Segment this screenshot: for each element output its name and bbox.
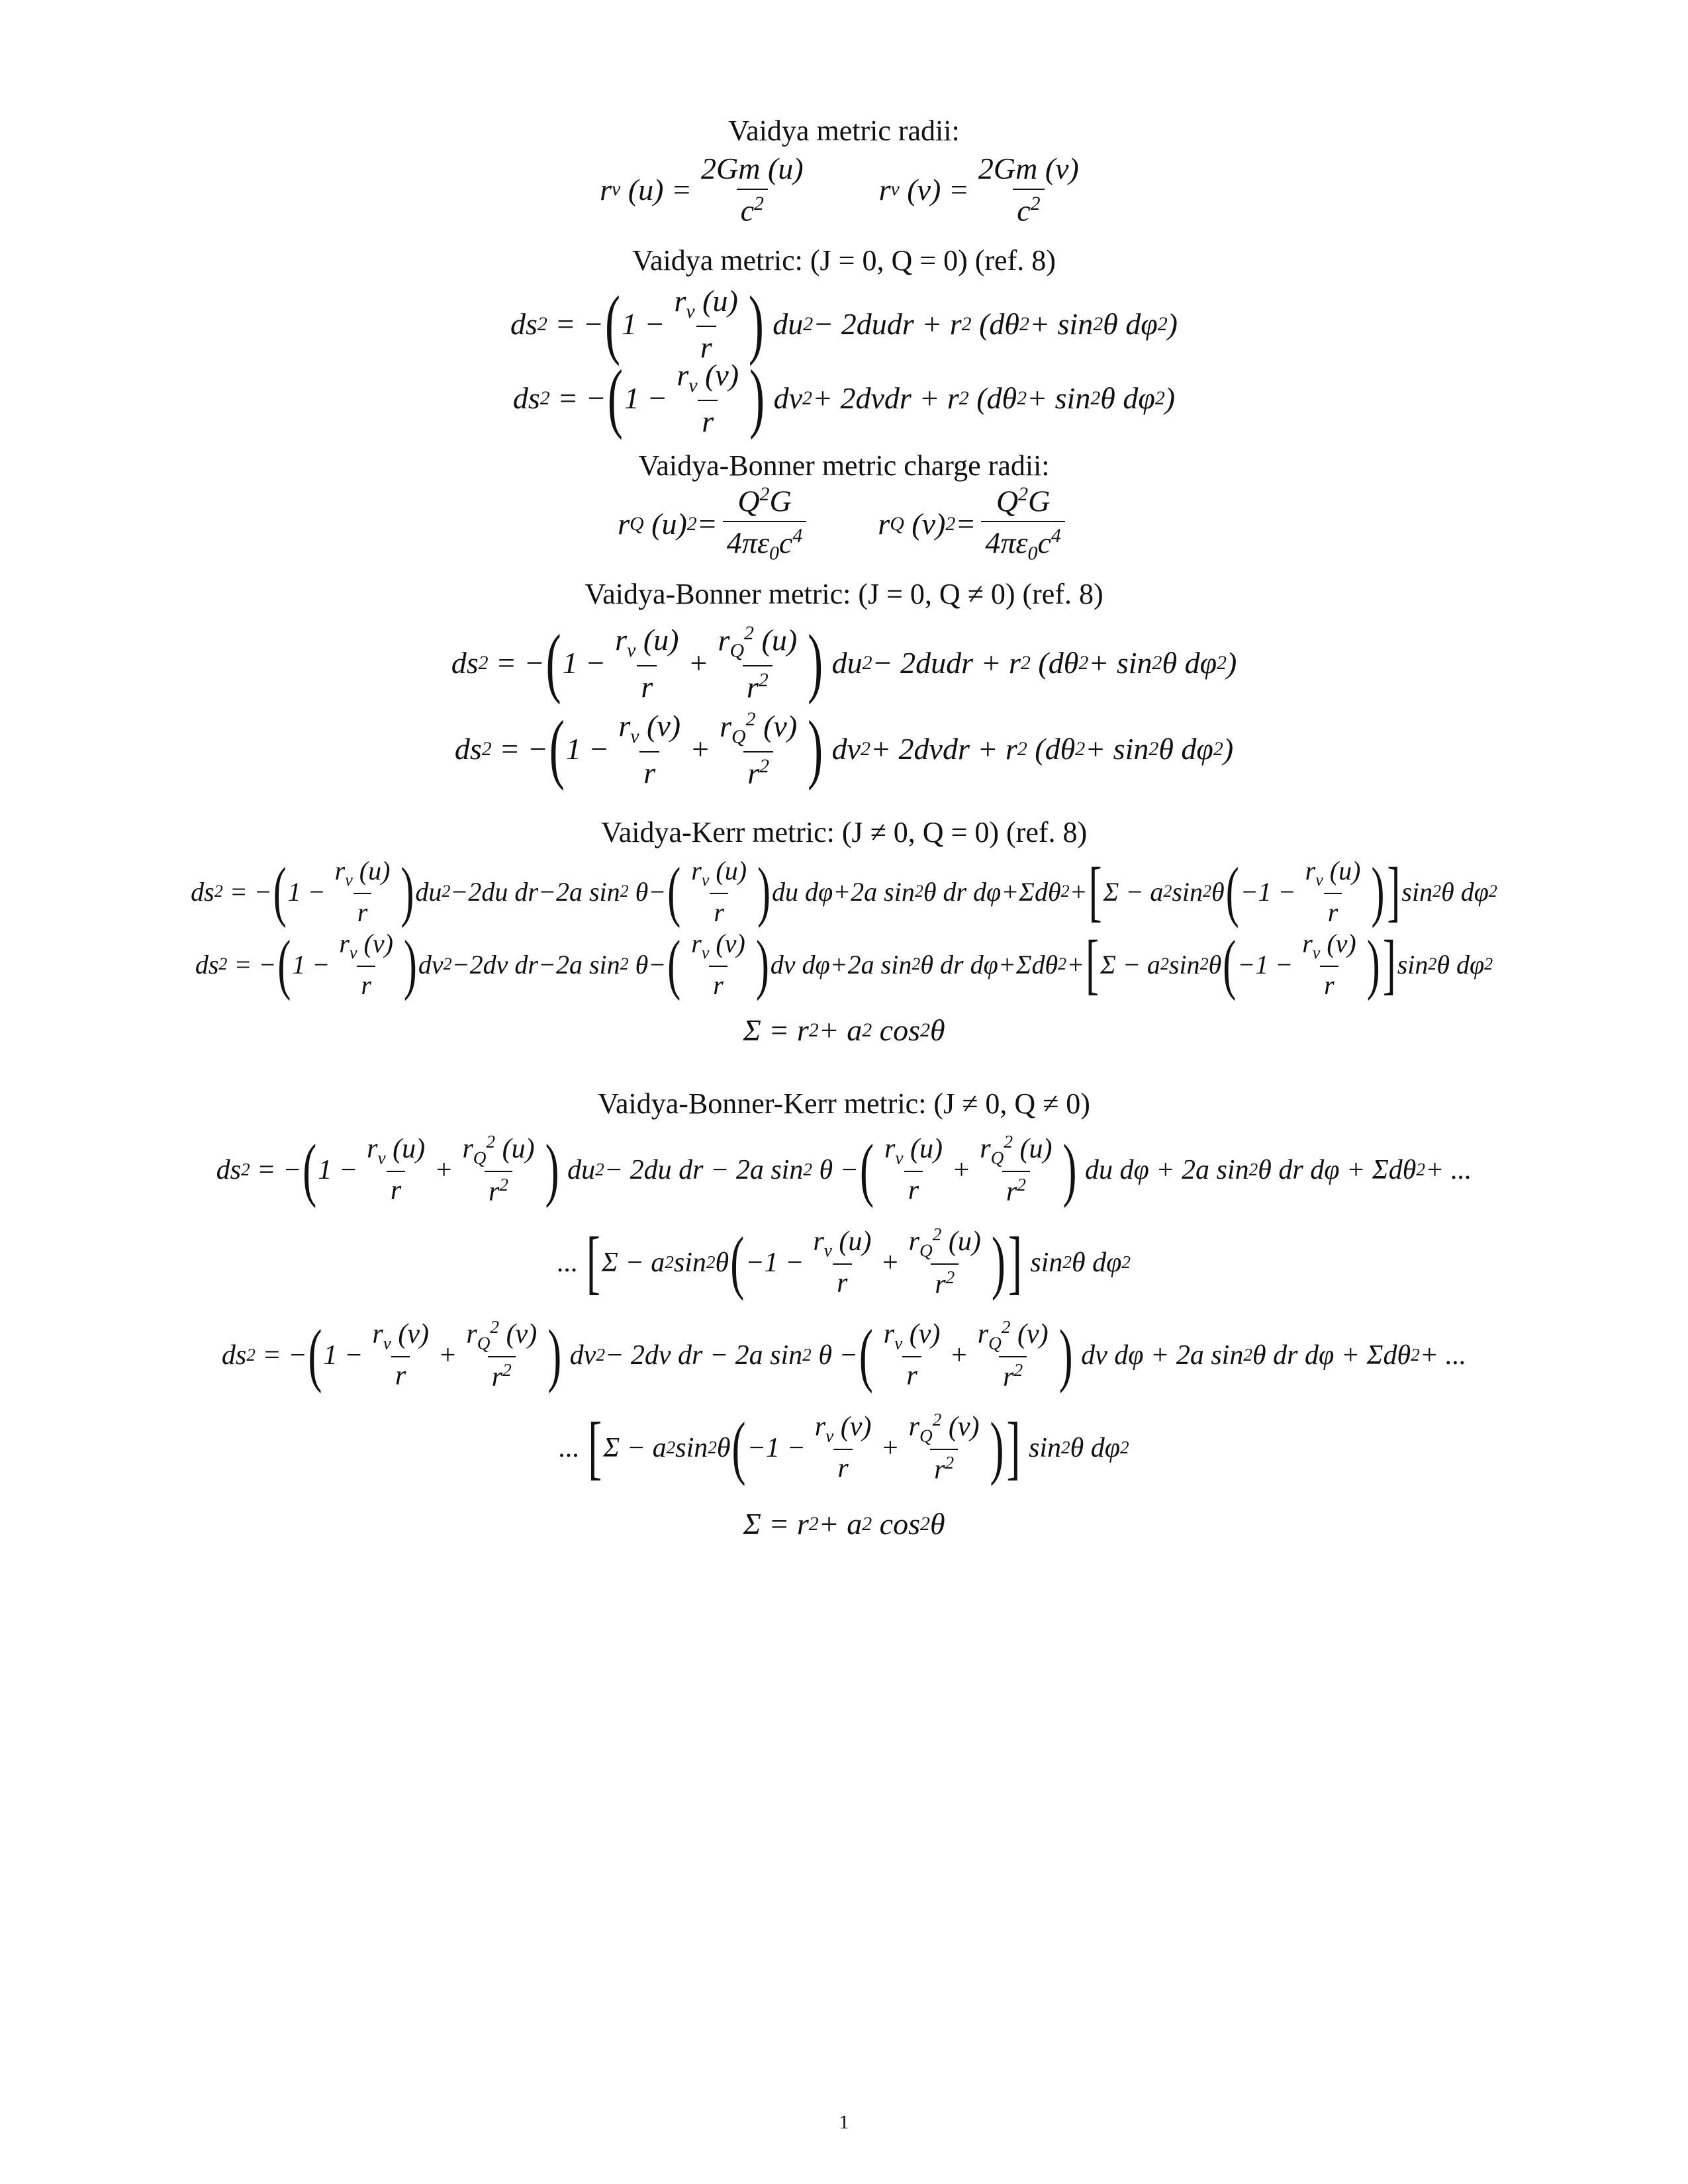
equation-vaidya-radii — [0, 151, 1688, 228]
heading-vaidya-bonner-radii: Vaidya-Bonner metric charge radii: — [638, 449, 1050, 482]
equation-sigma-kerr: Σ = r 2 + a 2 cos 2 θ — [743, 1013, 945, 1047]
equation-vaidya-u: ds 2 = − ( 1 − $\frac{r_v (u)}{r}$ ) du 2 − 2dudr + r 2 (dθ 2 + sin 2 θ dφ 2 ) — [510, 281, 1178, 367]
equation-vaidya-kerr-v: ds 2 = − ( 1 − $\frac{r_v (v)}{r}$ ) dv 2 −2dv dr−2a sin 2 θ− ( $\frac{r_v (v)}{r}$ ) dv dφ+2a sin 2 θ dr dφ+Σdθ 2 + [ Σ − a 2 sin 2 θ ( −1 − $\frac{r_v (v)}{r}$ ) ] sin 2 θ dφ 2 — [195, 927, 1493, 1001]
page-number: 1 — [839, 2111, 849, 2133]
equation-charge-radii — [0, 483, 1688, 565]
heading-vaidya-kerr-metric: Vaidya-Kerr metric: (J ≠ 0, Q = 0) (ref. 8) — [600, 816, 1088, 848]
equation-vbk-u-line2: ... [ Σ − a 2 sin 2 θ ( −1 − $\frac{r_v (u)}{r}$ + $\frac{r_Q^2 (u)}{r^2}$ ) ] sin 2 θ dφ 2 — [557, 1222, 1131, 1302]
equation-radius-u: r v (u) = $\frac{2Gm (u)}{c^2}$ — [600, 152, 804, 228]
equation-radius-v: r v (v) = $\frac{2Gm (v)}{c^2}$ — [878, 152, 1079, 228]
heading-vaidya-metric: Vaidya metric: (J = 0, Q = 0) (ref. 8) — [632, 244, 1056, 277]
equation-sigma-bonner-kerr: Σ = r 2 + a 2 cos 2 θ — [743, 1507, 945, 1541]
equation-vaidya-bonner-v: ds 2 = − ( 1 − $\frac{r_v (v)}{r}$ + $\frac{r_Q^2 (v)}{r^2}$ ) dv 2 + 2dvdr + r 2 (dθ 2 + sin 2 θ dφ 2 ) — [454, 705, 1234, 792]
heading-vaidya-radii: Vaidya metric radii: — [728, 114, 960, 147]
heading-vaidya-bonner-kerr-metric: Vaidya-Bonner-Kerr metric: (J ≠ 0, Q ≠ 0) — [598, 1087, 1090, 1120]
equation-vbk-v-line2: ... [ Σ − a 2 sin 2 θ ( −1 − $\frac{r_v (v)}{r}$ + $\frac{r_Q^2 (v)}{r^2}$ ) ] sin 2 θ dφ 2 — [559, 1408, 1129, 1487]
equation-vbk-u-line1: ds 2 = − ( 1 − $\frac{r_v (u)}{r}$ + $\frac{r_Q^2 (u)}{r^2}$ ) du 2 − 2du dr − 2a sin 2 θ − ( $\frac{r_v (u)}{r}$ + $\frac{r_Q^2 (u)}{r^2}$ ) du dφ + 2a sin 2 θ dr dφ + Σdθ 2 + ... — [216, 1130, 1472, 1209]
equation-vbk-v-line1: ds 2 = − ( 1 − $\frac{r_v (v)}{r}$ + $\frac{r_Q^2 (v)}{r^2}$ ) dv 2 − 2dv dr − 2a sin 2 θ − ( $\frac{r_v (v)}{r}$ + $\frac{r_Q^2 (v)}{r^2}$ ) dv dφ + 2a sin 2 θ dr dφ + Σdθ 2 + ... — [221, 1315, 1467, 1394]
equation-vaidya-v: ds 2 = − ( 1 − $\frac{r_v (v)}{r}$ ) dv 2 + 2dvdr + r 2 (dθ 2 + sin 2 θ dφ 2 ) — [512, 355, 1176, 441]
equation-charge-radius-v: r Q (v) 2 = $\frac{Q^2G}{4\pi\varepsilon_0c^4}$ — [878, 483, 1070, 565]
equation-vaidya-kerr-u: ds 2 = − ( 1 − $\frac{r_v (u)}{r}$ ) du 2 −2du dr−2a sin 2 θ− ( $\frac{r_v (u)}{r}$ ) du dφ+2a sin 2 θ dr dφ+Σdθ 2 + [ Σ − a 2 sin 2 θ ( −1 − $\frac{r_v (u)}{r}$ ) ] sin 2 θ dφ 2 — [191, 854, 1497, 929]
equation-charge-radius-u: r Q (u) 2 = $\frac{Q^2G}{4\pi\varepsilon_0c^4}$ — [618, 483, 812, 565]
equation-vaidya-bonner-u: ds 2 = − ( 1 − $\frac{r_v (u)}{r}$ + $\frac{r_Q^2 (u)}{r^2}$ ) du 2 − 2dudr + r 2 (dθ 2 + sin 2 θ dφ 2 ) — [451, 619, 1237, 705]
heading-vaidya-bonner-metric: Vaidya-Bonner metric: (J = 0, Q ≠ 0) (ref. 8) — [585, 578, 1103, 610]
